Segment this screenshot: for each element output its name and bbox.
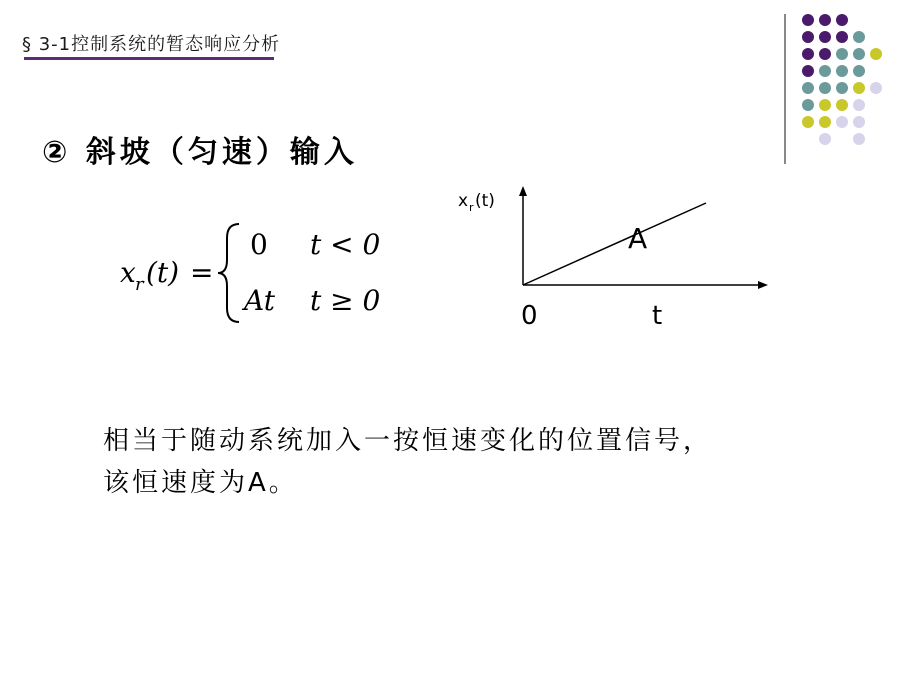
decorative-dot (819, 14, 831, 26)
decorative-dot (802, 99, 814, 111)
graph-line-label: A (628, 222, 648, 255)
decorative-dot (853, 133, 865, 145)
decorative-dot (836, 48, 848, 60)
decorative-dot (802, 116, 814, 128)
decorative-dot (802, 65, 814, 77)
description-line-1: 相当于随动系统加入一按恒速变化的位置信号， (103, 426, 713, 456)
formula-lhs: x (120, 256, 136, 289)
formula-lhs-subscript: r (135, 274, 144, 295)
decorative-dot (802, 48, 814, 60)
graph-ramp-line (523, 203, 706, 285)
formula-equals: = (190, 256, 214, 289)
graph-y-label-subscript: r (469, 201, 474, 214)
formula-lhs-argument: (t) (146, 256, 180, 289)
section-title: ② 斜坡（匀速）输入 (42, 135, 358, 170)
decorative-dot (819, 48, 831, 60)
description (103, 420, 843, 504)
formula-case2-condition: t ≥ 0 (310, 284, 381, 317)
decorative-dot (853, 65, 865, 77)
decorative-dot (853, 82, 865, 94)
decorative-dot (802, 31, 814, 43)
decorative-dot (819, 133, 831, 145)
graph-y-label: x (458, 191, 469, 211)
graph-y-label-argument: (t) (475, 191, 495, 211)
graph-x-label: t (652, 301, 663, 331)
decorative-dot (853, 116, 865, 128)
decorative-dot (836, 82, 848, 94)
graph-y-axis-arrow (519, 186, 527, 196)
ramp-input-graph (440, 180, 800, 340)
formula-case2-value: At (244, 284, 275, 317)
graph-x-axis-arrow (758, 281, 768, 289)
decorative-dot (870, 82, 882, 94)
decorative-dot (836, 65, 848, 77)
decorative-dot (819, 82, 831, 94)
decorative-dot (802, 14, 814, 26)
decorative-dot (802, 82, 814, 94)
decorative-dot (819, 116, 831, 128)
decorative-dot (836, 116, 848, 128)
formula-case1-value: 0 (250, 228, 268, 261)
decorative-dot (836, 31, 848, 43)
decorative-dot (819, 65, 831, 77)
description-line-2: 该恒速度为A。 (103, 468, 298, 498)
decorative-dot (819, 31, 831, 43)
header-underline (24, 57, 274, 60)
formula-brace (218, 224, 239, 322)
header-title: § 3-1控制系统的暂态响应分析 (22, 34, 281, 55)
formula-case1-condition: t < 0 (310, 228, 381, 261)
decorative-dot (819, 99, 831, 111)
decorative-dot (836, 14, 848, 26)
decorative-dot (853, 48, 865, 60)
ramp-formula (110, 210, 400, 335)
graph-origin-label: 0 (521, 301, 538, 331)
decorative-dot (836, 99, 848, 111)
decorative-divider (784, 14, 786, 164)
decorative-dot (853, 31, 865, 43)
decorative-dot (853, 99, 865, 111)
decorative-dot (870, 48, 882, 60)
